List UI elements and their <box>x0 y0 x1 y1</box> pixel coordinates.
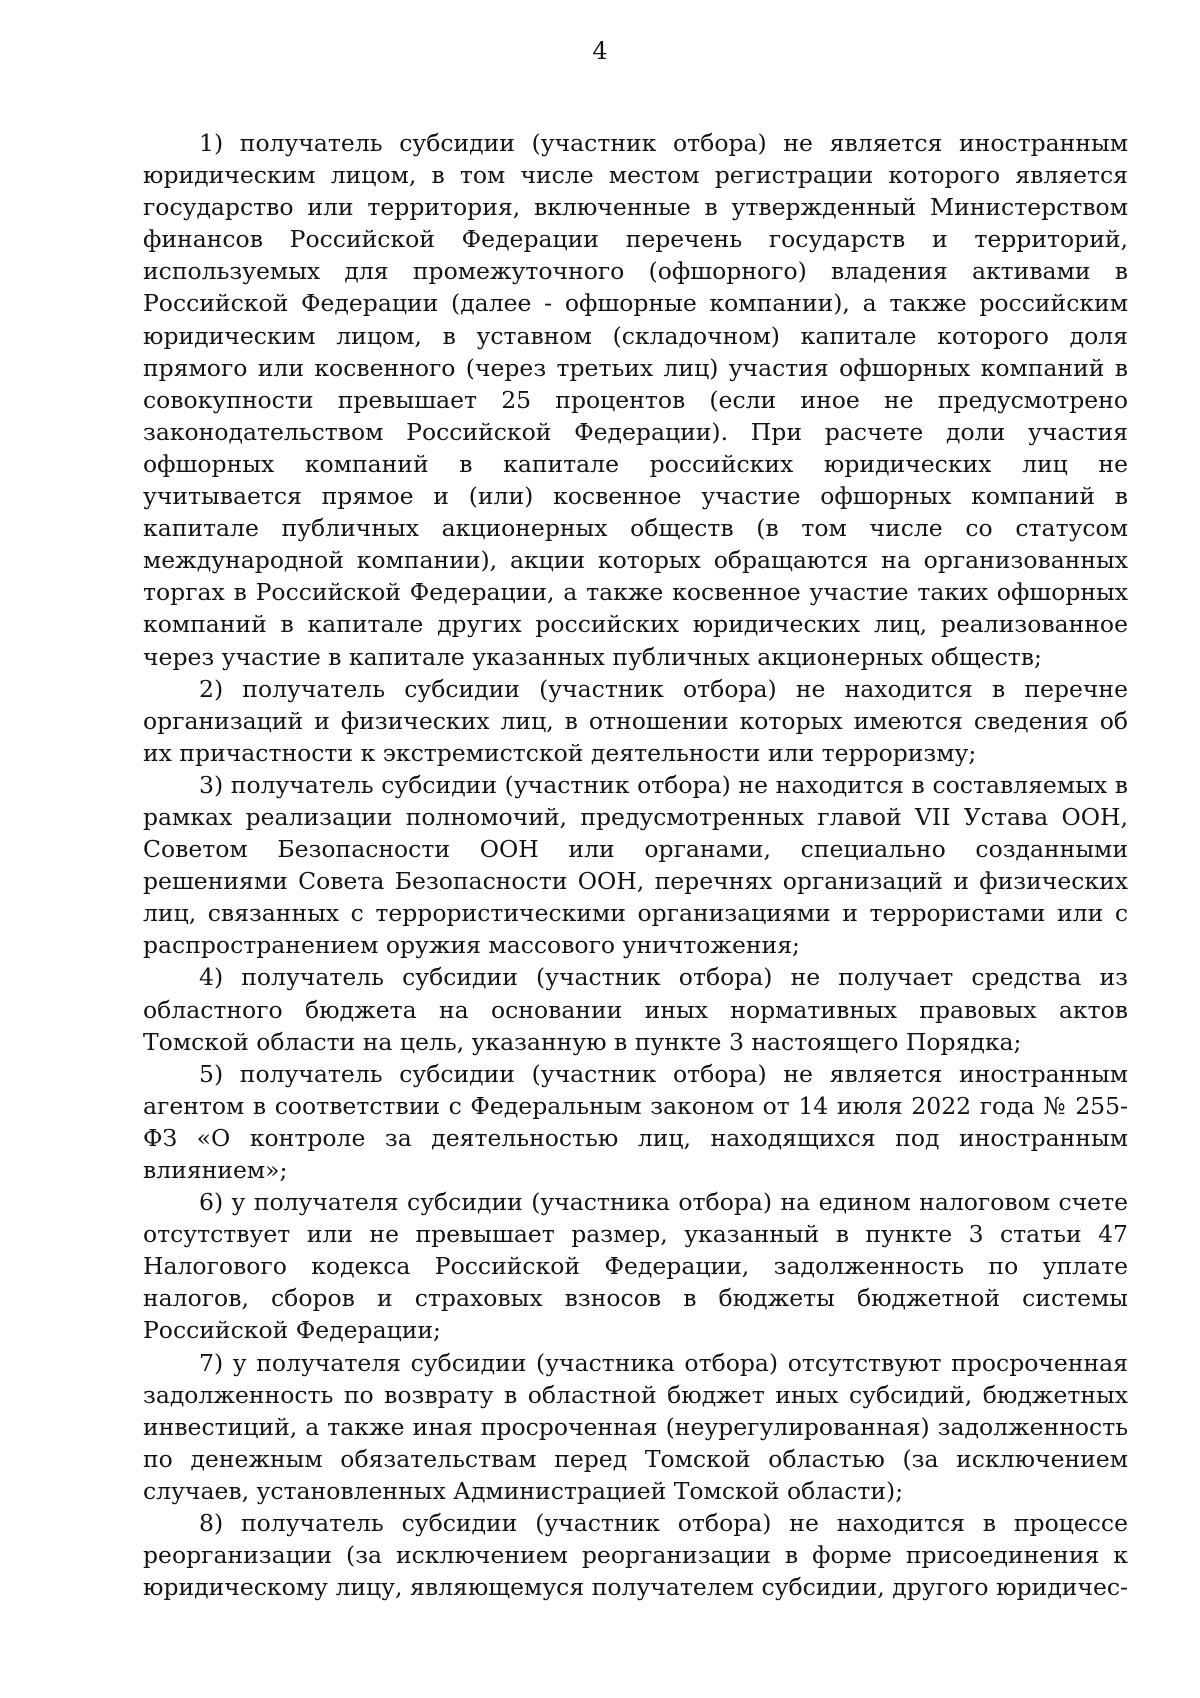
paragraph-item-1: 1) получатель субсидии (участник отбора) не является иностранным юридическим лицом, в том числе местом регистрации которого является государство или территория, включенные в утвержденный Министерством финансов Российской Федерации перечень государств и территорий, используемых для промежуточного (офшорного) владения активами в Российской Федерации (далее - офшорные компании), а также российским юридическим лицом, в уставном (складочном) капитале которого доля прямого или косвенного (через третьих лиц) участия офшорных компаний в совокупности превышает 25 процентов (если иное не предусмотрено законодательством Российской Федерации). При расчете доли участия офшорных компаний в капитале российских юридических лиц не учитывается прямое и (или) косвенное участие офшорных компаний в капитале публичных акционерных обществ (в том числе со статусом международной компании), акции которых обращаются на организованных торгах в Российской Федерации, а также косвенное участие таких офшорных компаний в капитале других российских юридических лиц, реализованное через участие в капитале указанных публичных акционерных обществ; <box>143 129 1128 671</box>
paragraph-item-4: 4) получатель субсидии (участник отбора) не получает средства из областного бюджета на основании иных нормативных правовых актов Томской области на цель, указанную в пункте 3 настоящего Порядка; <box>143 963 1128 1056</box>
paragraph-item-3: 3) получатель субсидии (участник отбора) не находится в составляемых в рамках реализации полномочий, предусмотренных главой VII Устава ООН, Советом Безопасности ООН или органами, специально созданными решениями Совета Безопасности ООН, перечнях организаций и физических лиц, связанных с террористическими организациями и террористами или с распространением оружия массового уничтожения; <box>143 770 1128 960</box>
paragraph-item-7: 7) у получателя субсидии (участника отбора) отсутствуют просроченная задолженность по возврату в областной бюджет иных субсидий, бюджетных инвестиций, а также иная просроченная (неурегулированная) задолженность по денежным обязательствам перед Томской областью (за исключением случаев, установленных Администрацией Томской области); <box>143 1348 1128 1505</box>
page-number: 4 <box>592 37 608 65</box>
document-body <box>143 127 1128 1603</box>
paragraph-item-5: 5) получатель субсидии (участник отбора) не является иностранным агентом в соответствии с Федеральным законом от 14 июля 2022 года № 255-ФЗ «О контроле за деятельностью лиц, находящихся под иностранным влиянием»; <box>143 1059 1128 1184</box>
paragraph-item-6: 6) у получателя субсидии (участника отбора) на едином налоговом счете отсутствует или не превышает размер, указанный в пункте 3 статьи 47 Налогового кодекса Российской Федерации, задолженность по уплате налогов, сборов и страховых взносов в бюджеты бюджетной системы Российской Федерации; <box>143 1188 1128 1345</box>
paragraph-item-8: 8) получатель субсидии (участник отбора) не находится в процессе реорганизации (за исключением реорганизации в форме присоединения к юридическому лицу, являющемуся получателем субсидии, другого юридичес- <box>143 1509 1128 1602</box>
paragraph-item-2: 2) получатель субсидии (участник отбора) не находится в перечне организаций и физических лиц, в отношении которых имеются сведения об их причастности к экстремистской деятельности или терроризму; <box>143 674 1128 767</box>
